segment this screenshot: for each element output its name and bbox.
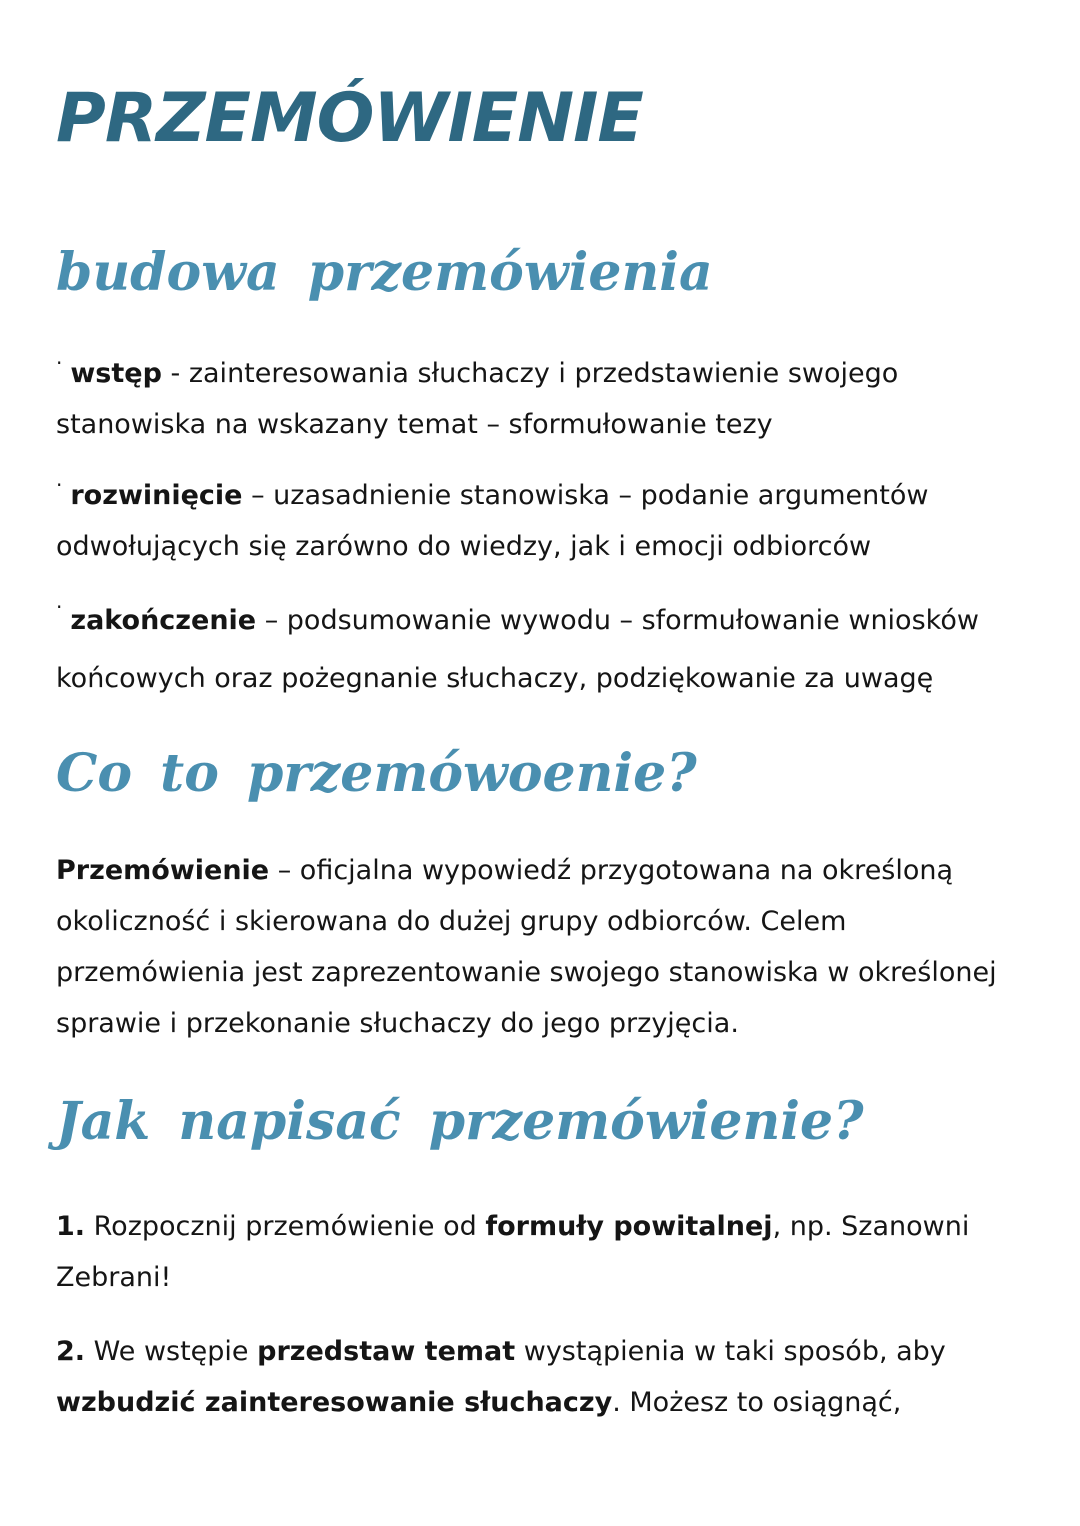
step-text: We wstępie [85, 1336, 258, 1367]
structure-item-intro [56, 348, 1026, 450]
structure-item-ending [56, 592, 1026, 708]
step-text: . Możesz to osiągnąć, [612, 1387, 902, 1418]
definition-separator: – [269, 855, 300, 886]
step-number: 2. [56, 1336, 86, 1367]
bullet-icon: · [56, 595, 63, 619]
structure-item-text: zainteresowania słuchaczy i przedstawienie swojego stanowiska na wskazany temat – sformułowanie tezy [56, 358, 899, 440]
howto-step [56, 1201, 1026, 1303]
section-heading-definition: Co to przemówoenie? [56, 743, 697, 804]
step-bold-text: formuły powitalnej [485, 1211, 773, 1242]
structure-item-separator: – [242, 480, 274, 511]
section-heading-structure: budowa przemówienia [56, 242, 713, 303]
definition-text: oficjalna wypowiedź przygotowana na określoną okoliczność i skierowana do dużej grupy odbiorców. Celem przemówienia jest zaprezentowanie swojego stanowiska w określonej sprawie i przekonanie słuchaczy do jego przyjęcia. [56, 855, 997, 1039]
step-text: , np. Szanowni Zebrani! [56, 1211, 970, 1293]
structure-item-separator: – [256, 605, 287, 636]
step-number: 1. [56, 1211, 86, 1242]
definition-term: Przemówienie [56, 855, 270, 886]
structure-item-separator: - [161, 358, 189, 389]
bullet-icon: · [56, 473, 63, 497]
structure-item-body [56, 470, 1026, 572]
structure-item-term: wstęp [70, 358, 162, 389]
definition-paragraph [56, 845, 1026, 1049]
document-title: PRZEMÓWIENIE [56, 79, 643, 158]
bullet-icon: · [56, 351, 63, 375]
step-text: wystąpienia w taki sposób, aby [515, 1336, 946, 1367]
structure-item-term: rozwinięcie [70, 480, 243, 511]
step-bold-text: wzbudzić zainteresowanie słuchaczy [56, 1387, 613, 1418]
step-text: Rozpocznij przemówienie od [85, 1211, 486, 1242]
step-bold-text: przedstaw temat [257, 1336, 516, 1367]
howto-step [56, 1326, 1026, 1428]
structure-item-text: podsumowanie wywodu – sformułowanie wniosków końcowych oraz pożegnanie słuchaczy, podziękowanie za uwagę [56, 605, 979, 694]
structure-item-text: uzasadnienie stanowiska – podanie argumentów odwołujących się zarówno do wiedzy, jak i emocji odbiorców [56, 480, 929, 562]
structure-item-term: zakończenie [70, 605, 257, 636]
section-heading-howto: Jak napisać przemówienie? [56, 1091, 864, 1152]
